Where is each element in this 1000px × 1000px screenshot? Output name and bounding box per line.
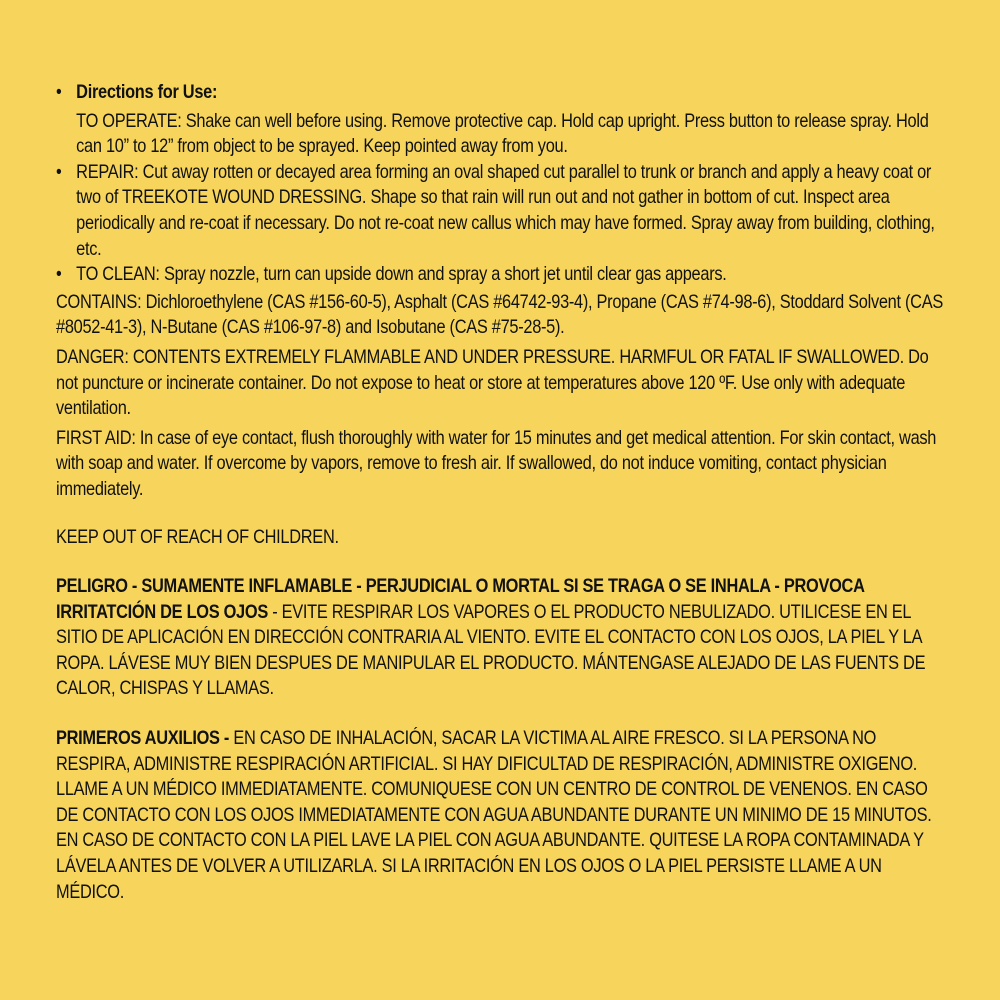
repair-item <box>56 160 951 262</box>
peligro-heading: PELIGRO - SUMAMENTE INFLAMABLE - PERJUDICIAL O MORTAL SI SE TRAGA O SE INHALA - PROVOCA IRRITATCIÓN DE LOS OJOS <box>56 575 865 623</box>
first-aid-paragraph: FIRST AID: In case of eye contact, flush thoroughly with water for 15 minutes and get medical attention. For skin contact, wash with soap and water. If overcome by vapors, remove to fresh air. If swallowed, do not induce vomiting, contact physician immediately. <box>56 426 937 500</box>
bullet-icon: • <box>56 263 62 286</box>
directions-list <box>56 80 951 288</box>
primeros-text: EN CASO DE INHALACIÓN, SACAR LA VICTIMA AL AIRE FRESCO. SI LA PERSONA NO RESPIRA, ADMINISTRE RESPIRACIÓN ARTIFICIAL. SI HAY DIFICULTAD DE RESPIRACIÓN, ADMINISTRE OXIGENO. LLAME A UN MÉDICO IMMEDIATAMENTE. COMUNIQUESE CON UN CENTRO DE CONTROL DE VENENOS. EN CASO DE CONTACTO CON LOS OJOS IMMEDIATAMENTE CON AGUA ABUNDANTE DURANTE UN MINIMO DE 15 MINUTOS. EN CASO DE CONTACTO CON LA PIEL LAVE LA PIEL CON AGUA ABUNDANTE. QUITESE LA ROPA CONTAMINADA Y LÁVELA ANTES DE VOLVER A UTILIZARLA. SI LA IRRITACIÓN EN LOS OJOS O LA PIEL PERSISTE LLAME A UN MÉDICO. <box>56 727 932 903</box>
directions-item <box>56 80 951 160</box>
primeros-auxilios-paragraph <box>56 726 951 905</box>
repair-text: REPAIR: Cut away rotten or decayed area forming an oval shaped cut parallel to trunk or branch and apply a heavy coat or two of TREEKOTE WOUND DRESSING. Shape so that rain will run out and not gather in bottom of cut. Inspect area periodically and re-coat if necessary. Do not re-coat new callus which may have formed. Spray away from building, clothing, etc. <box>76 160 935 260</box>
bullet-icon: • <box>56 160 62 183</box>
label-text-block <box>56 80 951 905</box>
peligro-text: - EVITE RESPIRAR LOS VAPORES O EL PRODUCTO NEBULIZADO. UTILICESE EN EL SITIO DE APLICACIÓN EN DIRECCIÓN CONTRARIA AL VIENTO. EVITE EL CONTACTO CON LOS OJOS, LA PIEL Y LA ROPA. LÁVESE MUY BIEN DESPUES DE MANIPULAR EL PRODUCTO. MÁNTENGASE ALEJADO DE LAS FUENTS DE CALOR, CHISPAS Y LLAMAS. <box>56 600 926 700</box>
primeros-heading: PRIMEROS AUXILIOS - <box>56 727 230 750</box>
danger-paragraph: DANGER: CONTENTS EXTREMELY FLAMMABLE AND UNDER PRESSURE. HARMFUL OR FATAL IF SWALLOWED. Do not puncture or incinerate container. Do not expose to heat or store at temperatures above 120 ºF. Use only with adequate ventilation. <box>56 345 929 420</box>
contains-paragraph: CONTAINS: Dichloroethylene (CAS #156-60-5), Asphalt (CAS #64742-93-4), Propane (CAS #74-98-6), Stoddard Solvent (CAS #8052-41-3), N-Butane (CAS #106-97-8) and Isobutane (CAS #75-28-5). <box>56 290 943 339</box>
operate-text: TO OPERATE: Shake can well before using. Remove protective cap. Hold cap upright. Press button to release spray. Hold can 10” to 12” from object to be sprayed. Keep pointed away from you. <box>76 109 929 158</box>
clean-text: TO CLEAN: Spray nozzle, turn can upside down and spray a short jet until clear gas appears. <box>76 263 727 286</box>
bullet-icon: • <box>56 81 62 103</box>
directions-heading: Directions for Use: <box>76 81 218 103</box>
keep-out-notice: KEEP OUT OF REACH OF CHILDREN. <box>56 525 339 548</box>
peligro-paragraph <box>56 574 951 702</box>
clean-item <box>56 262 951 288</box>
